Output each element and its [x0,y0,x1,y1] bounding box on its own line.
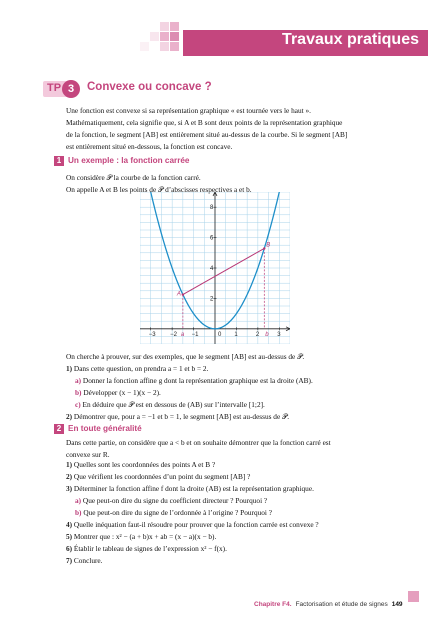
question-item [66,531,319,543]
deco-square [140,42,149,51]
b-label: b [265,331,269,338]
question-item [66,543,319,555]
parabola-graph [140,192,290,344]
x-tick-label: 0 [218,331,222,338]
question-number: c) [75,400,81,409]
question-item [66,471,319,483]
point-a [182,293,184,295]
deco-square [150,32,159,41]
deco-square [170,22,179,31]
x-tick-label: −3 [148,331,156,338]
footer-chapter: Chapitre F4. [254,601,292,608]
question-number: 2) [66,472,73,481]
question-number: a) [75,496,82,505]
question-number: 3) [66,484,73,493]
question-item [66,507,319,519]
question-text: Établir le tableau de signes de l’expression x² − f(x). [73,544,227,553]
section2-line: Dans cette partie, on considère que a < b et on souhaite démontrer que la fonction carré est [66,438,331,447]
section-number: 2 [54,424,64,434]
deco-square [160,22,169,31]
question-text: Montrer que : x² − (a + b)x + ab = (x − a)(x − b). [73,532,217,541]
question-number: 5) [66,532,73,541]
section1-after: On cherche à prouver, sur des exemples, que le segment [AB] est au-dessus de 𝒫. [66,352,305,361]
section2-questions [66,459,319,567]
question-item [66,459,319,471]
question-item [66,363,313,375]
section-title: Un exemple : la fonction carrée [68,156,190,165]
question-item [66,411,313,423]
question-number: b) [75,508,82,517]
x-tick-label: 2 [255,331,260,338]
question-number: 1) [66,460,73,469]
section2-line: convexe sur R. [66,450,110,459]
question-text: Que peut-on dire du signe du coefficient directeur ? Pourquoi ? [82,496,268,505]
intro-line: de la fonction, le segment [AB] est entièrement situé au-dessus de la courbe. Si le segment [AB] [66,130,348,139]
intro-line: est entièrement situé en-dessous, la fonction est concave. [66,142,233,151]
question-text: Déterminer la fonction affine f dont la droite (AB) est la représentation graphique. [73,484,314,493]
question-item [66,399,313,411]
y-tick-label: 4 [210,266,214,272]
question-number: 4) [66,520,73,529]
footer-marker [408,591,419,602]
section1-questions [66,363,313,423]
tp-label: TP [47,82,62,94]
point-b [263,247,265,249]
question-number: a) [75,376,82,385]
question-text: Que vérifient les coordonnées d’un point du segment [AB] ? [73,472,251,481]
section-number: 1 [54,156,64,166]
question-item [66,387,313,399]
question-item [66,483,319,495]
a-label: a [180,331,185,338]
question-number: 1) [66,364,73,373]
x-tick-label: −2 [170,331,177,338]
question-item [66,495,319,507]
question-text: Quelles sont les coordonnées des points A et B ? [73,460,216,469]
question-number: 2) [66,412,73,421]
question-text: Démontrer que, pour a = −1 et b = 1, le segment [AB] est au-dessus de 𝒫. [73,412,290,421]
question-text: Conclure. [73,556,103,565]
section1-line: On considère 𝒫 la courbe de la fonction carré. [66,173,201,182]
y-tick-label: 8 [210,205,214,212]
question-item [66,375,313,387]
y-tick-label: 6 [210,235,214,242]
intro-line: Mathématiquement, cela signifie que, si A et B sont deux points de la représentation graphique [66,118,343,127]
tp-number: 3 [62,80,80,98]
intro-line: Une fonction est convexe si sa représentation graphique « est tournée vers le haut ». [66,106,311,115]
question-text: Dans cette question, on prendra a = 1 et b = 2. [73,364,209,373]
point-label: B [266,242,271,249]
page-title: Travaux pratiques [282,31,419,48]
section-title: En toute généralité [68,424,142,433]
footer-title: Factorisation et étude de signes [295,601,388,608]
question-item [66,519,319,531]
point-label: A [176,291,181,298]
x-tick-label: −1 [191,331,199,338]
question-text: Développer (x − 1)(x − 2). [83,388,161,397]
question-number: 6) [66,544,73,553]
question-text: En déduire que 𝒫 est en dessous de (AB) sur l’intervalle [1;2]. [82,400,265,409]
question-text: Que peut-on dire du signe de l’ordonnée à l’origine ? Pourquoi ? [83,508,272,517]
question-number: 7) [66,556,73,565]
question-text: Donner la fonction affine g dont la représentation graphique est la droite (AB). [82,376,313,385]
deco-square [160,32,169,41]
intro-paragraph [66,105,386,153]
question-item [66,555,319,567]
tp-title: Convexe ou concave ? [87,81,212,93]
section1-line: On appelle A et B les points de 𝒫 d’abscisses respectives a et b. [66,185,252,194]
x-tick-label: 1 [234,331,238,338]
segment-ab [183,248,264,294]
question-text: Quelle inéquation faut-il résoudre pour prouver que la fonction carrée est convexe ? [73,520,319,529]
page-number: 149 [391,601,403,608]
deco-square [170,42,179,51]
deco-square [160,42,169,51]
section2-text [66,437,331,461]
deco-square [170,32,179,41]
question-number: b) [75,388,82,397]
footer [254,593,403,611]
y-tick-label: 2 [210,296,214,303]
x-tick-label: 3 [277,331,281,338]
